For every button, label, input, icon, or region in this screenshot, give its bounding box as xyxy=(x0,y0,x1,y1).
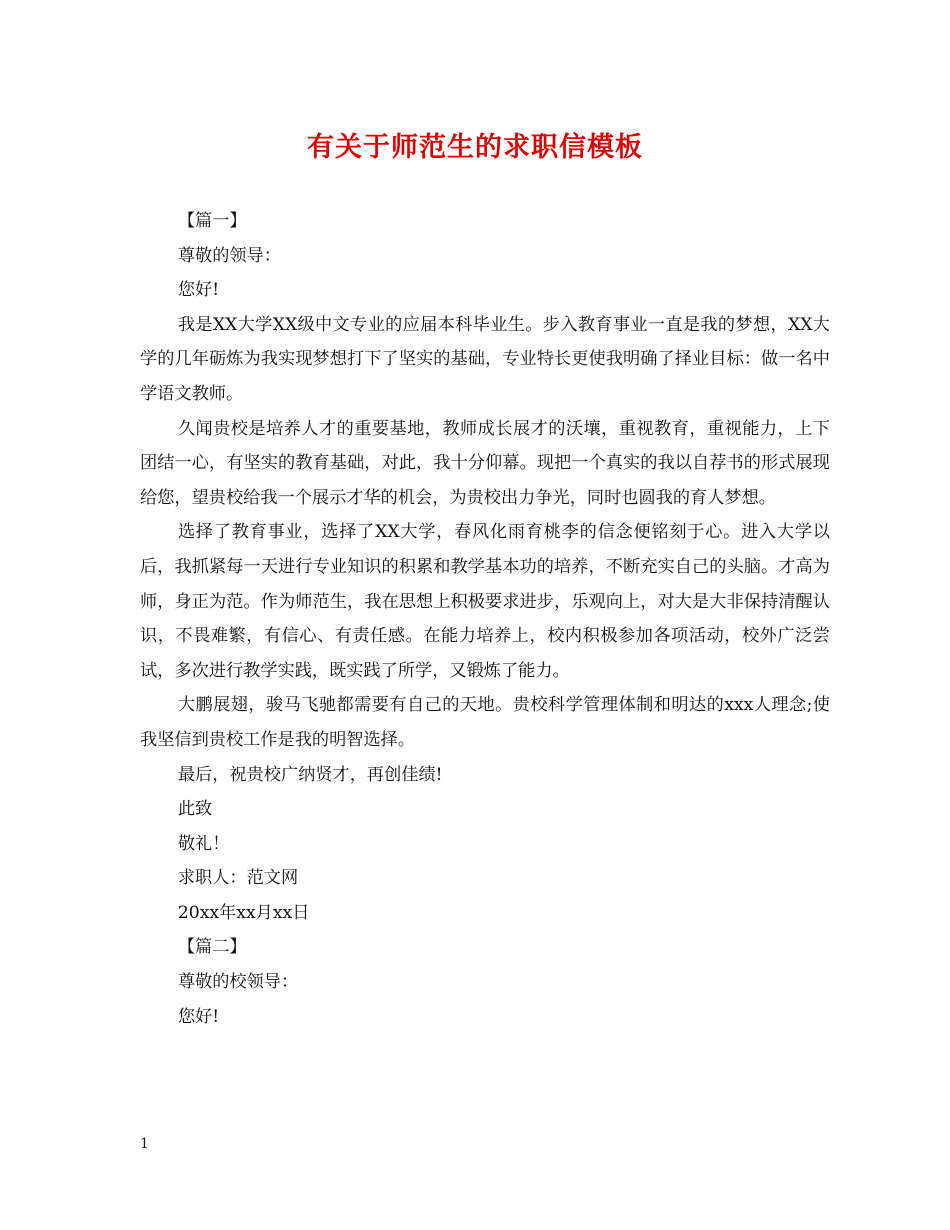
section-heading-1: 【篇一】 xyxy=(177,211,247,231)
letter-date: 20xx年xx月xx日 xyxy=(177,902,310,923)
closing-phrase: 此致 xyxy=(177,799,213,820)
salutation-2: 尊敬的校领导： xyxy=(177,972,299,993)
document-title: 有关于师范生的求职信模板 xyxy=(307,132,643,163)
section-heading-2: 【篇二】 xyxy=(177,937,247,958)
applicant-name: 求职人：范文网 xyxy=(177,868,299,889)
paragraph-experience: 选择了教育事业，选择了XX大学，春风化雨育桃李的信念便铭刻于心。进入大学以后，我抓紧每一天进行专业知识的积累和教学基本功的培养，不断充实自己的头脑。才高为师，身正为范。作为师范生，我在思想上积极要求进步，乐观向上，对大是大非保持清醒认识，不畏难繁，有信心、有责任感。在能力培养上，校内积极参加各项活动，校外广泛尝试，多次进行教学实践，既实践了所学，又锻炼了能力。 xyxy=(140,522,830,681)
closing-salute: 敬礼！ xyxy=(177,833,230,854)
document-body xyxy=(140,204,830,1034)
paragraph-school: 久闻贵校是培养人才的重要基地，教师成长展才的沃壤，重视教育，重视能力，上下团结一心，有坚实的教育基础，对此，我十分仰幕。现把一个真实的我以自荐书的形式展现给您，望贵校给我一个展示才华的机会，为贵校出力争光，同时也圆我的育人梦想。 xyxy=(140,418,830,508)
paragraph-intro: 我是XX大学XX级中文专业的应届本科毕业生。步入教育事业一直是我的梦想，XX大学的几年砺炼为我实现梦想打下了坚实的基础，专业特长更使我明确了择业目标：做一名中学语文教师。 xyxy=(140,314,830,404)
page-number: 1 xyxy=(140,1136,149,1152)
greeting-2: 您好! xyxy=(177,1006,220,1027)
greeting: 您好! xyxy=(177,280,220,301)
salutation: 尊敬的领导： xyxy=(177,245,281,266)
closing-wish: 最后，祝贵校广纳贤才，再创佳绩! xyxy=(177,764,443,785)
paragraph-motivation: 大鹏展翅，骏马飞驰都需要有自己的天地。贵校科学管理体制和明达的xxx人理念;使我坚信到贵校工作是我的明智选择。 xyxy=(140,695,830,750)
